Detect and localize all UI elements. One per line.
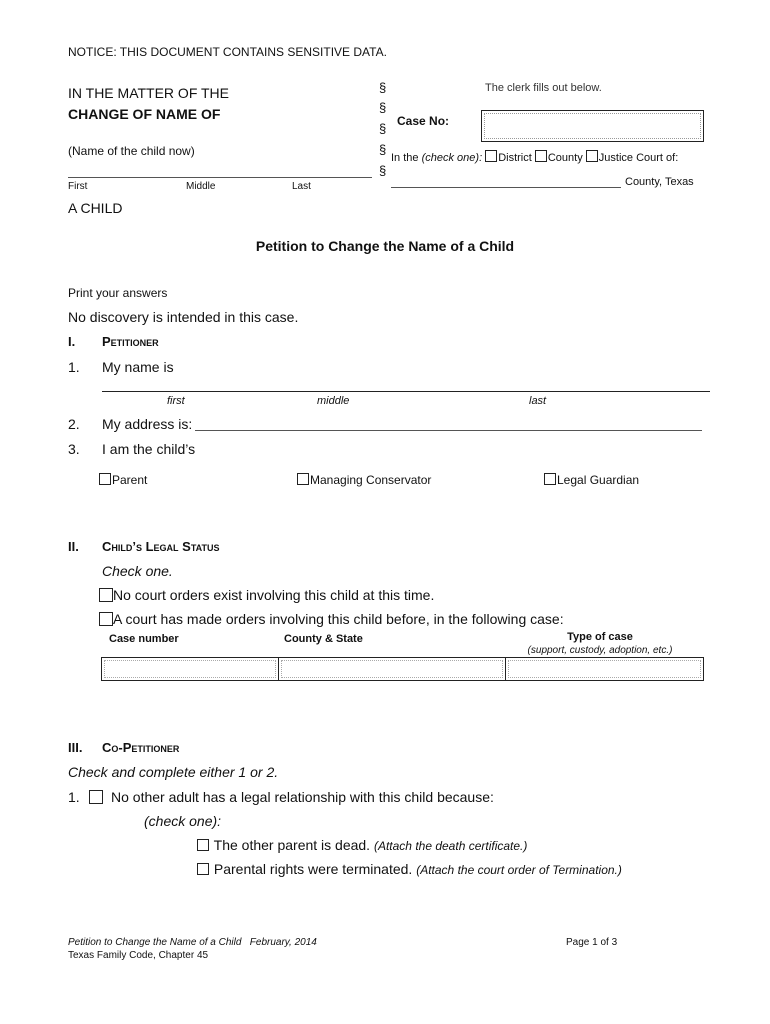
child-last-label: Last [292, 181, 311, 192]
my-address-label: My address is: [102, 416, 193, 432]
type-of-case-cell[interactable] [506, 658, 703, 680]
item-1-number: 1. [68, 359, 80, 375]
footer-form-title [68, 937, 317, 948]
prior-orders-option [99, 611, 564, 627]
county-state-column-header: County & State [284, 633, 363, 645]
child-middle-label: Middle [186, 181, 216, 192]
role-managing-conservator [297, 473, 431, 487]
section-symbol: § [379, 100, 387, 115]
court-selection [391, 150, 678, 164]
section-2-heading: Child’s Legal Status [102, 539, 220, 554]
print-answers-note: Print your answers [68, 286, 168, 300]
footer-code-reference: Texas Family Code, Chapter 45 [68, 950, 209, 961]
a-child-label: A CHILD [68, 200, 123, 216]
termination-order-note: (Attach the court order of Termination.) [416, 863, 622, 877]
co-petitioner-item-1-number: 1. [68, 789, 80, 805]
co-petitioner-instruction: Check and complete either 1 or 2. [68, 764, 279, 780]
clerk-note: The clerk fills out below. [485, 82, 602, 94]
sensitive-data-notice: NOTICE: THIS DOCUMENT CONTAINS SENSITIVE DATA. [68, 45, 387, 59]
legal-guardian-checkbox[interactable] [544, 473, 556, 485]
no-discovery-statement: No discovery is intended in this case. [68, 309, 299, 325]
case-number-column-header: Case number [109, 633, 179, 645]
district-label: District [498, 152, 532, 164]
footer-date: February, 2014 [249, 937, 317, 948]
no-orders-checkbox[interactable] [99, 588, 113, 602]
type-of-case-hint: (support, custody, adoption, etc.) [527, 645, 673, 656]
page-title: Petition to Change the Name of a Child [255, 238, 515, 254]
prior-orders-checkbox[interactable] [99, 612, 113, 626]
section-symbol: § [379, 163, 387, 178]
parent-label: Parent [112, 473, 148, 487]
court-check-one: (check one): [421, 152, 483, 164]
reason-check-one: (check one): [144, 813, 222, 829]
child-name-now-label: (Name of the child now) [68, 144, 195, 158]
matter-line-1: IN THE MATTER OF THE [68, 85, 230, 101]
rights-terminated-option [197, 861, 622, 877]
parent-deceased-option [197, 837, 527, 853]
court-prefix: In the [391, 152, 419, 164]
county-checkbox[interactable] [535, 150, 547, 162]
case-number-cell[interactable] [102, 658, 279, 680]
section-2-numeral: II. [68, 539, 79, 554]
section-symbol: § [379, 121, 387, 136]
address-line[interactable] [195, 430, 702, 431]
justice-court-checkbox[interactable] [586, 150, 598, 162]
my-name-label: My name is [102, 359, 174, 375]
parent-deceased-checkbox[interactable] [197, 839, 209, 851]
child-first-label: First [68, 181, 88, 192]
section-symbol: § [379, 80, 387, 95]
county-state-cell[interactable] [279, 658, 506, 680]
section-symbol: § [379, 142, 387, 157]
role-parent [99, 473, 147, 487]
item-2-number: 2. [68, 416, 80, 432]
no-other-adult-checkbox[interactable] [89, 790, 103, 804]
case-no-input[interactable] [481, 110, 704, 142]
section-1-numeral: I. [68, 334, 76, 349]
death-certificate-note: (Attach the death certificate.) [373, 839, 528, 853]
childs-relationship-label: I am the child’s [102, 441, 196, 457]
item-3-number: 3. [68, 441, 80, 457]
justice-court-label: Justice Court of: [598, 152, 679, 164]
no-orders-option [99, 587, 434, 603]
no-other-adult-label: No other adult has a legal relationship with this child because: [111, 789, 494, 805]
no-orders-label: No court orders exist involving this child at this time. [113, 587, 435, 603]
check-one-instruction: Check one. [102, 563, 173, 579]
matter-line-2: CHANGE OF NAME OF [68, 106, 221, 122]
county-name-line[interactable] [391, 187, 621, 188]
parent-checkbox[interactable] [99, 473, 111, 485]
child-name-line[interactable] [68, 177, 372, 178]
page-number: Page 1 of 3 [566, 937, 618, 948]
role-legal-guardian [544, 473, 639, 487]
section-1-heading: Petitioner [102, 334, 159, 349]
case-no-label: Case No: [397, 114, 450, 128]
petitioner-name-line[interactable] [102, 391, 710, 392]
managing-conservator-label: Managing Conservator [310, 473, 432, 487]
section-3-numeral: III. [68, 740, 83, 755]
type-of-case-column-header: Type of case [567, 631, 633, 643]
footer-title-text: Petition to Change the Name of a Child [68, 937, 242, 948]
managing-conservator-checkbox[interactable] [297, 473, 309, 485]
petitioner-first-label: first [167, 395, 185, 407]
rights-terminated-checkbox[interactable] [197, 863, 209, 875]
prior-case-table [101, 657, 704, 681]
petitioner-last-label: last [529, 395, 547, 407]
rights-terminated-label: Parental rights were terminated. [213, 861, 413, 877]
parent-deceased-label: The other parent is dead. [213, 837, 371, 853]
district-checkbox[interactable] [485, 150, 497, 162]
county-texas-label: County, Texas [625, 176, 694, 188]
county-label: County [547, 152, 583, 164]
prior-orders-label: A court has made orders involving this child before, in the following case: [113, 611, 564, 627]
petitioner-middle-label: middle [317, 395, 350, 407]
legal-guardian-label: Legal Guardian [557, 473, 640, 487]
section-3-heading: Co-Petitioner [102, 740, 180, 755]
